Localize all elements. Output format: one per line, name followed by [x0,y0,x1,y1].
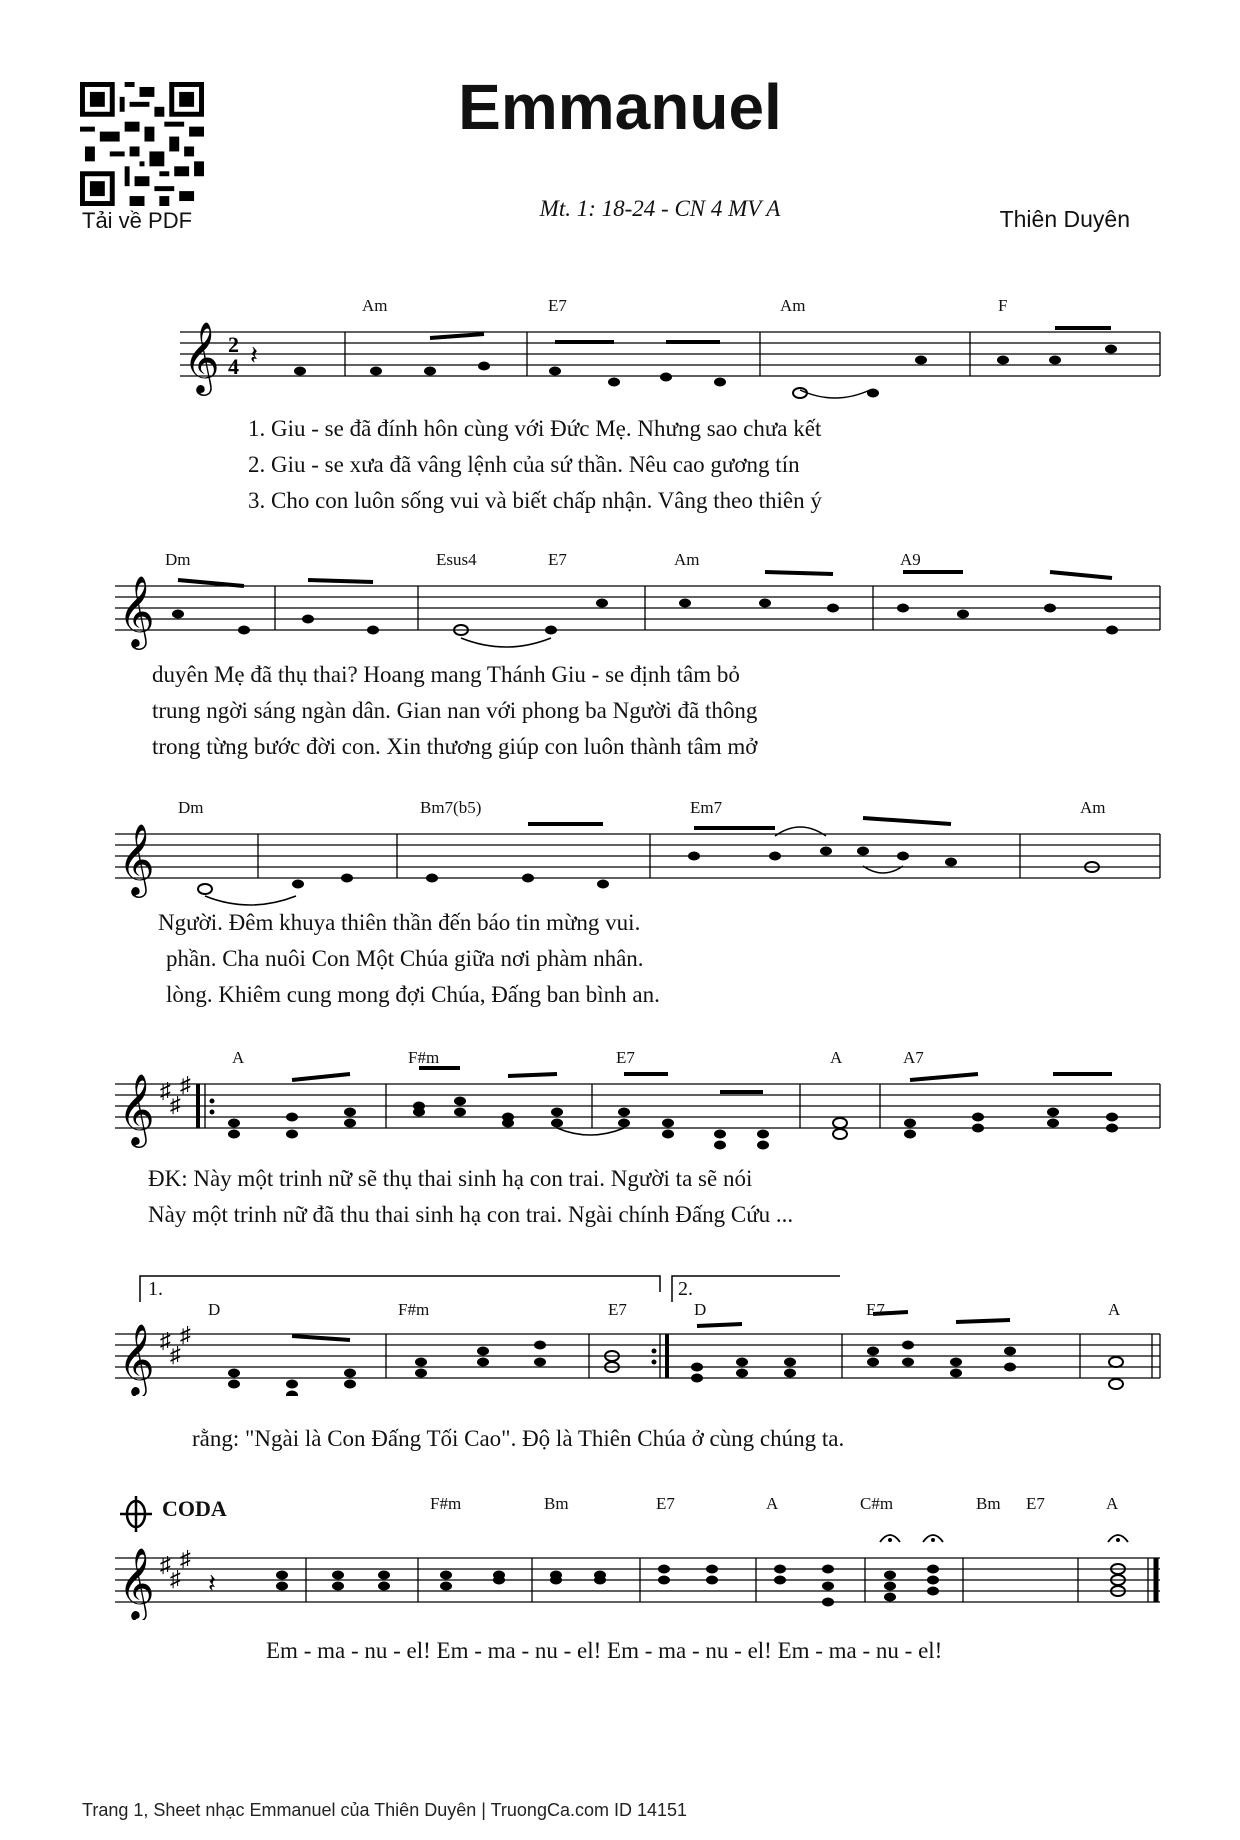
chord-a-5: A [1106,1494,1119,1513]
sharp-icon: ♯ [160,1552,171,1577]
chord-am-3: Am [674,550,700,569]
scripture-reference: Mt. 1: 18-24 - CN 4 MV A [539,196,781,221]
chord-e7-1: E7 [548,296,567,315]
sharp-icon: ♯ [180,1322,191,1347]
sharp-icon: ♯ [170,1092,181,1117]
volta-1-label: 1. [148,1278,163,1300]
sharp-icon: ♯ [170,1566,181,1591]
coda-icon [120,1496,152,1532]
chord-a-1: A [232,1048,245,1067]
treble-clef-icon: 𝄞 [183,320,220,393]
chord-bm-1: Bm [544,1494,569,1513]
sharp-icon: ♯ [180,1072,191,1097]
chord-am-2: Am [780,296,806,315]
chord-fsharpm-1: F#m [408,1048,440,1067]
lyric-line-3-1: Người. Đêm khuya thiên thần đến báo tin mừng vui. [158,910,641,935]
lyric-line-3-2: phần. Cha nuôi Con Một Chúa giữa nơi phàm nhân. [166,946,644,971]
svg-text:4: 4 [228,354,239,379]
sharp-icon: ♯ [180,1546,191,1571]
lyric-ending-1: rằng: "Ngài là Con Đấng Tối Cao". Độ là Thiên Chúa ở cùng chúng ta. [192,1426,845,1451]
chord-em7-1: Em7 [690,798,723,817]
chord-e7-2: E7 [548,550,567,569]
chord-d-2: D [694,1300,707,1319]
chord-d-1: D [208,1300,221,1319]
treble-clef-icon: 𝄞 [118,574,155,647]
download-pdf-label[interactable]: Tải về PDF [82,208,193,233]
composer-name: Thiên Duyên [999,206,1130,232]
lyric-line-2-2: trung ngời sáng ngàn dân. Gian nan với phong ba Người đã thông [152,698,758,723]
svg-text:2: 2 [228,332,239,357]
chord-csharpm-1: C#m [860,1494,894,1513]
treble-clef-icon: 𝄞 [118,1546,155,1619]
chord-dm-2: Dm [178,798,204,817]
music-system-1 [0,290,1240,520]
lyric-line-2-3: trong từng bước đời con. Xin thương giúp con luôn thành tâm mở [152,734,758,759]
chord-am-4: Am [1080,798,1106,817]
lyric-line-1-2: 2. Giu - se xưa đã vâng lệnh của sứ thần. Nêu cao gương tín [248,452,800,477]
treble-clef-icon: 𝄞 [118,822,155,895]
music-system-6 [0,1490,1240,1690]
sharp-icon: ♯ [160,1078,171,1103]
coda-label: CODA [162,1496,227,1521]
treble-clef-icon: 𝄞 [118,1072,155,1145]
chord-bm7b5-1: Bm7(b5) [420,798,482,817]
chord-fsharpm-3: F#m [430,1494,462,1513]
music-system-3 [0,796,1240,1016]
chord-e7-3: E7 [616,1048,635,1067]
chord-am-1: Am [362,296,388,315]
lyric-refrain-1: ĐK: Này một trinh nữ sẽ thụ thai sinh hạ con trai. Người ta sẽ nói [148,1166,753,1191]
rest-icon: 𝄽 [250,341,258,370]
song-title: Emmanuel [458,71,782,143]
rest-icon: 𝄽 [208,1569,216,1598]
chord-e7-4: E7 [608,1300,627,1319]
page-footer: Trang 1, Sheet nhạc Emmanuel của Thiên Duyên | TruongCa.com ID 14151 [82,1800,688,1820]
chord-f-1: F [998,296,1008,315]
lyric-line-3-3: lòng. Khiêm cung mong đợi Chúa, Đấng ban bình an. [166,982,660,1007]
lyric-line-1-3: 3. Cho con luôn sống vui và biết chấp nhận. Vâng theo thiên ý [248,488,822,513]
chord-e7-6: E7 [656,1494,675,1513]
fermata-icon [880,1535,1128,1542]
chord-bm-2: Bm [976,1494,1001,1513]
chord-esus4-1: Esus4 [436,550,477,569]
sharp-icon: ♯ [160,1328,171,1353]
staff-system-1 [0,290,1240,400]
lyric-line-1-1: 1. Giu - se đã đính hôn cùng với Đức Mẹ. Nhưng sao chưa kết [248,416,822,441]
chord-a-3: A [1108,1300,1121,1319]
chord-e7-5: E7 [866,1300,885,1319]
chord-a-2: A [830,1048,843,1067]
music-system-5 [0,1266,1240,1466]
chord-dm-1: Dm [165,550,191,569]
staff-system-5 [0,1266,1240,1396]
volta-2-label: 2. [678,1278,693,1300]
chord-a9-1: A9 [900,550,921,569]
music-system-4 [0,1044,1240,1234]
chord-e7-7: E7 [1026,1494,1045,1513]
chord-a7-1: A7 [903,1048,924,1067]
lyric-refrain-2: Này một trinh nữ đã thu thai sinh hạ con trai. Ngài chính Đấng Cứu ... [148,1202,794,1227]
lyric-coda: Em - ma - nu - el! Em - ma - nu - el! Em - ma - nu - el! Em - ma - nu - el! [266,1638,943,1663]
treble-clef-icon: 𝄞 [118,1322,155,1395]
chord-fsharpm-2: F#m [398,1300,430,1319]
sharp-icon: ♯ [170,1342,181,1367]
music-system-2 [0,548,1240,768]
chord-a-4: A [766,1494,779,1513]
lyric-line-2-1: duyên Mẹ đã thụ thai? Hoang mang Thánh Giu - se định tâm bỏ [152,662,740,687]
